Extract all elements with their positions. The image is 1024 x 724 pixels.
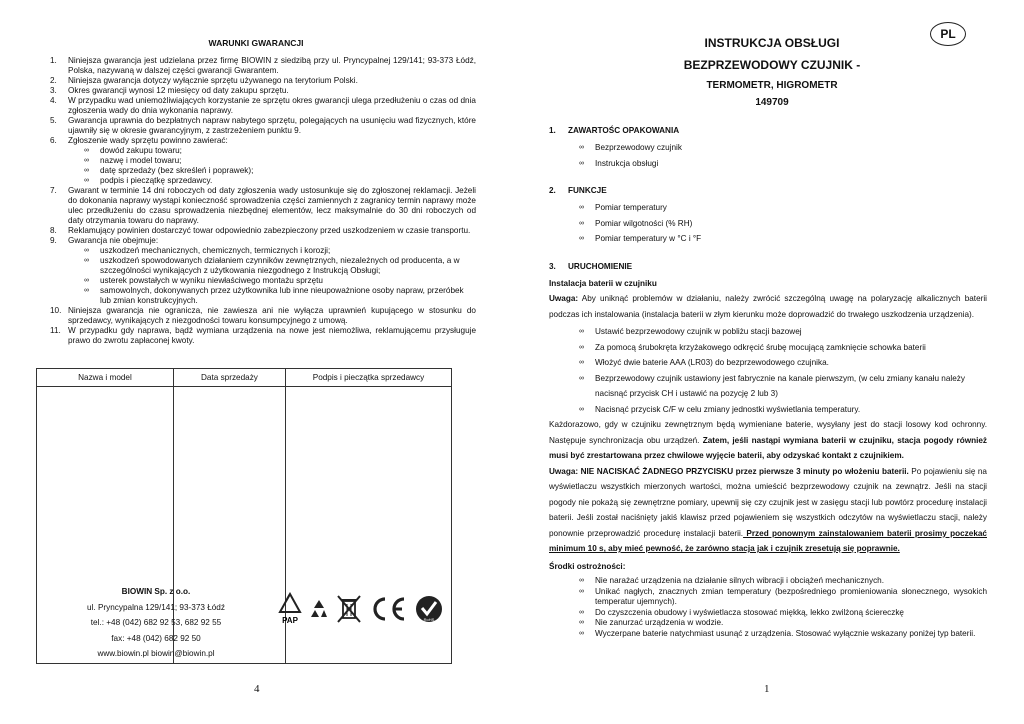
table-header-row (37, 369, 452, 387)
company-name: BIOWIN Sp. z o.o. (121, 587, 191, 596)
list-item: ∞ Za pomocą śrubokręta krzyżakowego odkręcić śrubę mocującą zamknięcie schowka baterii (549, 340, 987, 356)
exclusions-list (68, 246, 476, 306)
list-item: 8. Reklamujący powinien dostarczyć towar odpowiednio zabezpieczony przed uszkodzeniem w czasie transportu. (50, 226, 471, 235)
page-number-left: 4 (254, 683, 260, 695)
svg-text:PAP: PAP (282, 616, 298, 625)
manual-title: INSTRUKCJA OBSŁUGI (704, 36, 840, 50)
list-item: 5. Gwarancja uprawnia do bezpłatnych napraw nabytego sprzętu, polegających na usunięciu wad fizycznych, które ujawniły się w okresie gwarancyjnym, z zastrzeżeniem punktu 9. (50, 116, 476, 135)
list-item: 4. W przypadku wad uniemożliwiających korzystanie ze sprzętu okres gwarancji ulega przedłużeniu o czas od dnia zgłoszenia wady do dnia wykonania naprawy. (50, 96, 476, 115)
list-item: ∞ usterek powstałych w wyniku niewłaściwego montażu sprzętu (84, 276, 476, 286)
list-item: 10. Niniejsza gwarancja nie ogranicza, nie zawiesza ani nie wyłącza uprawnień kupującego w stosunku do sprzedawcy, wynikających z niezgodności towaru konsumpcyjnego z umową. (50, 306, 476, 325)
list-item: ∞ Nie zanurzać urządzenia w wodzie. (549, 618, 987, 629)
ce-mark-icon (368, 595, 408, 623)
column-header-name-model: Nazwa i model (37, 369, 174, 387)
sync-paragraph: Każdorazowo, gdy w czujniku zewnętrznym będą wymieniane baterie, wysyłany jest do stacji losowy kod ochronny. Następuje synchronizacja obu urządzeń. Zatem, jeśli nastąpi wymiana baterii w czujniku, stacja pogody również musi być zrestartowana przez chwilowe wyjęcie baterii, aby odzyskać kontakt z czujnikiem. (549, 420, 987, 460)
company-info (56, 584, 256, 662)
list-item: ∞ Pomiar wilgotności (% RH) (549, 216, 987, 232)
section-heading-startup: 3. URUCHOMIENIE (549, 261, 633, 271)
list-item: ∞ uszkodzeń spowodowanych działaniem czynników zewnętrznych, niezależnych od producenta, a w szczególności wynikających z użytkowania niezgodnego z Instrukcją Obsługi; (84, 256, 476, 276)
list-item: ∞ Bezprzewodowy czujnik (549, 140, 987, 156)
crossed-bin-icon (336, 594, 362, 624)
column-header-sale-date: Data sprzedaży (173, 369, 285, 387)
functions-list (549, 200, 987, 247)
list-item: ∞ Instrukcja obsługi (549, 156, 987, 172)
list-item: ∞ datę sprzedaży (bez skreśleń i poprawek); (84, 166, 476, 176)
rohs-check-icon (414, 594, 444, 624)
list-item: 11. W przypadku gdy naprawa, bądź wymiana urządzenia na nowe jest niemożliwa, reklamującemu przysługuje prawo do zwrotu zapłaconej kwoty. (50, 326, 476, 345)
svg-text:RoHS: RoHS (423, 617, 435, 622)
list-item: ∞ Do czyszczenia obudowy i wyświetlacza stosować miękką, lekko zwilżoną ściereczkę (549, 608, 987, 619)
list-item: ∞ Pomiar temperatury (549, 200, 987, 216)
list-item: ∞ Ustawić bezprzewodowy czujnik w pobliżu stacji bazowej (549, 324, 987, 340)
install-steps-list (549, 324, 987, 417)
battery-install-heading: Instalacja baterii w czujniku (549, 278, 657, 288)
list-item: ∞ dowód zakupu towaru; (84, 146, 476, 156)
list-item: 3. Okres gwarancji wynosi 12 miesięcy od daty zakupu sprzętu. (50, 86, 289, 95)
package-contents-list (549, 140, 987, 171)
list-item: 7. Gwarant w terminie 14 dni roboczych od daty zgłoszenia wady ustosunkuje się do zgłoszonej reklamacji. Jeżeli do dokonania naprawy wystąpi konieczność sprowadzenia części zamiennych z zagranicy termin naprawy może ulec przedłużeniu do czasu sprowadzenia niezbędnej elementów, lecz maksymalnie do 30 dni roboczych od daty otrzymania towaru do naprawy. (50, 186, 476, 225)
list-item: ∞ Nacisnąć przycisk C/F w celu zmiany jednostki wyświetlania temperatury. (549, 402, 987, 418)
recycle-icon (308, 598, 330, 620)
list-item: ∞ Włożyć dwie baterie AAA (LR03) do bezprzewodowego czujnika. (549, 355, 987, 371)
warranty-list (50, 56, 476, 346)
list-item: ∞ Nie narażać urządzenia na działanie silnych wibracji i obciążeń mechanicznych. (549, 576, 987, 587)
warning-paragraph: Uwaga: NIE NACISKAĆ ŻADNEGO PRZYCISKU przez pierwsze 3 minuty po włożeniu baterii. Po pojawieniu się na wyświetlaczu wszystkich mierzonych wartości, można umieścić bezprzewodowy czujnik na zewnątrz. Jeśli na stacji pogody nie pokażą się zewnętrzne pomiary, upewnij się czy czujnik jest w zasięgu stacji lub powtórz procedurę instalacji baterii. Jeśli został naciśnięty jakiś klawisz przed pojawieniem się wszystkich odczytów na wyświetlaczu stacji, należy ponownie przeprowadzić procedurę instalacji baterii. Przed ponownym zainstalowaniem baterii prosimy poczekać minimum 10 s, aby mieć pewność, że zarówno stacja jak i czujnik zresetują się poprawnie. (549, 466, 987, 553)
warranty-title: WARUNKI GWARANCJI (208, 38, 304, 48)
polarity-note: Uwaga: Aby uniknąć problemów w działaniu, należy zwrócić szczególną uwagę na polaryzację alkalicznych baterii podczas ich instalowania (instalacja baterii w złym kierunku może doprowadzić do trwałego uszkodzenia urządzenia). (549, 294, 987, 319)
company-address: ul. Pryncypalna 129/141; 93-373 Łódź (87, 602, 225, 612)
column-header-seller-signature: Podpis i pieczątka sprzedawcy (285, 369, 451, 387)
precautions-list (549, 576, 987, 639)
list-item: ∞ nazwę i model towaru; (84, 156, 476, 166)
precautions-heading: Środki ostrożności: (549, 561, 626, 571)
list-item: 1. Niniejsza gwarancja jest udzielana przez firmę BIOWIN z siedzibą przy ul. Pryncypalnej 129/141; 93-373 Łódź, Polska, nazywaną w dalszej części gwarancji Gwarantem. (50, 56, 476, 75)
language-badge: PL (930, 22, 966, 46)
list-item: ∞ Unikać nagłych, znacznych zmian temperatury (bezpośredniego promieniowania słonecznego, wysokich temperatur ujemnych). (549, 587, 987, 608)
list-item: ∞ Wyczerpane baterie natychmiast usunąć z urządzenia. Stosować wyłącznie wskazany poniżej typ baterii. (549, 629, 987, 640)
claim-requirements-list (68, 146, 476, 186)
section-heading-contents: 1. ZAWARTOŚC OPAKOWANIA (549, 126, 680, 135)
certification-icons (278, 592, 444, 626)
list-item: 9. Gwarancja nie obejmuje: ∞ uszkodzeń mechanicznych, chemicznych, termicznych i korozji; ∞ uszkodzeń spowodowanych działaniem czynników zewnętrznych, niezależnych od producenta, a w szczególności wynikających z użytkowania niezgodnego z Instrukcją Obsługi; ∞ usterek powstałych w wyniku niewłaściwego montażu sprzętu ∞ samowolnych, dokonywanych przez użytkownika lub inne nieupoważnione osoby napraw, przeróbek lub zmian konstrukcyjnych. (50, 236, 476, 306)
section-heading-functions: 2. FUNKCJE (549, 186, 607, 195)
list-item: ∞ uszkodzeń mechanicznych, chemicznych, termicznych i korozji; (84, 246, 476, 256)
page-number-right: 1 (764, 683, 770, 695)
company-web: www.biowin.pl biowin@biowin.pl (97, 649, 215, 658)
product-title: BEZPRZEWODOWY CZUJNIK - (683, 58, 861, 72)
product-subtitle: TERMOMETR, HIGROMETR (706, 80, 838, 91)
company-fax: fax: +48 (042) 682 92 50 (111, 633, 201, 643)
list-item: ∞ podpis i pieczątkę sprzedawcy. (84, 176, 476, 186)
pap-recycle-icon (278, 592, 302, 626)
list-item: ∞ Pomiar temperatury w °C i °F (549, 231, 987, 247)
list-item: 6. Zgłoszenie wady sprzętu powinno zawierać: ∞ dowód zakupu towaru; ∞ nazwę i model towaru; ∞ datę sprzedaży (bez skreśleń i poprawek); ∞ podpis i pieczątkę sprzedawcy. (50, 136, 476, 186)
manual-page (512, 0, 1024, 724)
product-code: 149709 (755, 97, 789, 108)
manual-content (549, 124, 987, 639)
list-item: ∞ Bezprzewodowy czujnik ustawiony jest fabrycznie na kanale pierwszym, (w celu zmiany kanału należy nacisnąć przycisk CH i ustawić na pozycję 2 lub 3) (549, 371, 987, 402)
company-phone: tel.: +48 (042) 682 92 53, 682 92 55 (90, 618, 222, 627)
list-item: ∞ samowolnych, dokonywanych przez użytkownika lub inne nieupoważnione osoby napraw, przeróbek lub zmian konstrukcyjnych. (84, 286, 476, 306)
list-item: 2. Niniejsza gwarancja dotyczy wyłącznie sprzętu używanego na terytorium Polski. (50, 76, 358, 85)
